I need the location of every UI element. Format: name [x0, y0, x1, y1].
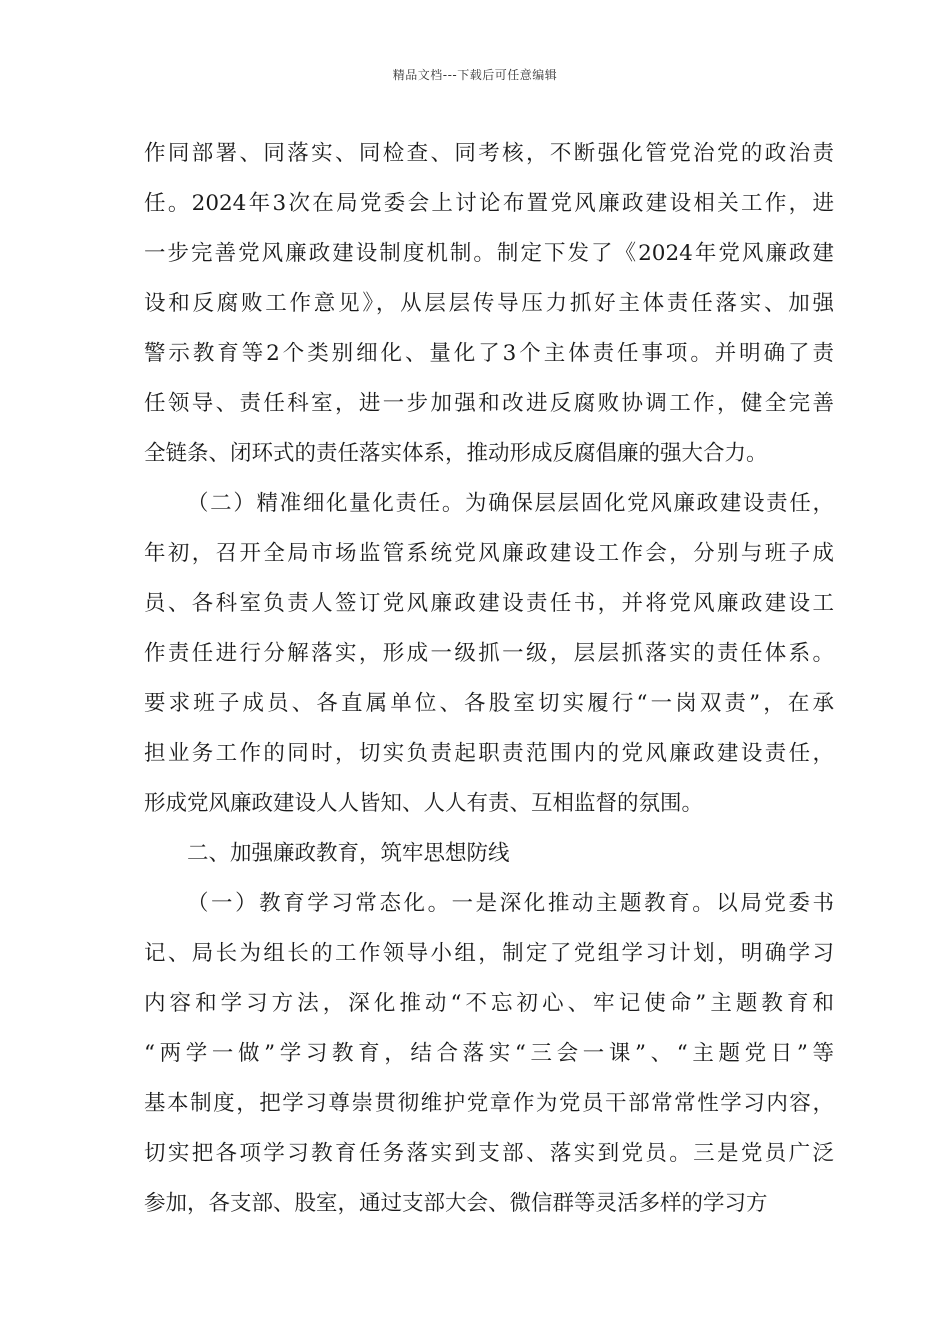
text-line: 作同部署、同落实、同检查、同考核，不断强化管党治党的政治责 — [144, 141, 834, 166]
text-line: “两学一做”学习教育，结合落实“三会一课”、“主题党日”等 — [144, 1041, 834, 1066]
text-line: 二、加强廉政教育，筑牢思想防线 — [187, 841, 510, 866]
page-header: 精品文档---下载后可任意编辑 — [392, 68, 558, 82]
text-line: 任。2024年3次在局党委会上讨论布置党风廉政建设相关工作，进 — [144, 191, 834, 216]
text-line: 员、各科室负责人签订党风廉政建设责任书，并将党风廉政建设工 — [144, 591, 834, 616]
text-line: 警示教育等2个类别细化、量化了3个主体责任事项。并明确了责 — [144, 341, 834, 366]
text-line: 任领导、责任科室，进一步加强和改进反腐败协调工作，健全完善 — [144, 391, 834, 416]
text-line: 基本制度，把学习尊崇贯彻维护党章作为党员干部常常性学习内容， — [144, 1091, 834, 1116]
paragraph — [144, 879, 834, 1229]
paragraph — [144, 479, 834, 829]
text-line: 切实把各项学习教育任务落实到支部、落实到党员。三是党员广泛 — [144, 1141, 834, 1166]
section-heading — [144, 829, 834, 879]
text-line: 年初，召开全局市场监管系统党风廉政建设工作会，分别与班子成 — [144, 541, 834, 566]
text-line: 形成党风廉政建设人人皆知、人人有责、互相监督的氛围。 — [144, 791, 704, 816]
text-line: 要求班子成员、各直属单位、各股室切实履行“一岗双责”，在承 — [144, 691, 834, 716]
text-line: 设和反腐败工作意见》，从层层传导压力抓好主体责任落实、加强 — [144, 291, 834, 316]
text-line: 记、局长为组长的工作领导小组，制定了党组学习计划，明确学习 — [144, 941, 834, 966]
text-line: 担业务工作的同时，切实负责起职责范围内的党风廉政建设责任， — [144, 741, 834, 766]
document-body — [144, 129, 834, 1229]
text-line: 参加，各支部、股室，通过支部大会、微信群等灵活多样的学习方 — [144, 1191, 768, 1216]
text-line: 全链条、闭环式的责任落实体系，推动形成反腐倡廉的强大合力。 — [144, 441, 768, 466]
text-line: 内容和学习方法，深化推动“不忘初心、牢记使命”主题教育和 — [144, 991, 834, 1016]
paragraph — [144, 129, 834, 479]
text-line: 作责任进行分解落实，形成一级抓一级，层层抓落实的责任体系。 — [144, 641, 834, 666]
text-line: 一步完善党风廉政建设制度机制。制定下发了《2024年党风廉政建 — [144, 241, 834, 266]
text-line: （二）精准细化量化责任。为确保层层固化党风廉政建设责任， — [187, 491, 834, 516]
text-line: （一）教育学习常态化。一是深化推动主题教育。以局党委书 — [187, 891, 834, 916]
